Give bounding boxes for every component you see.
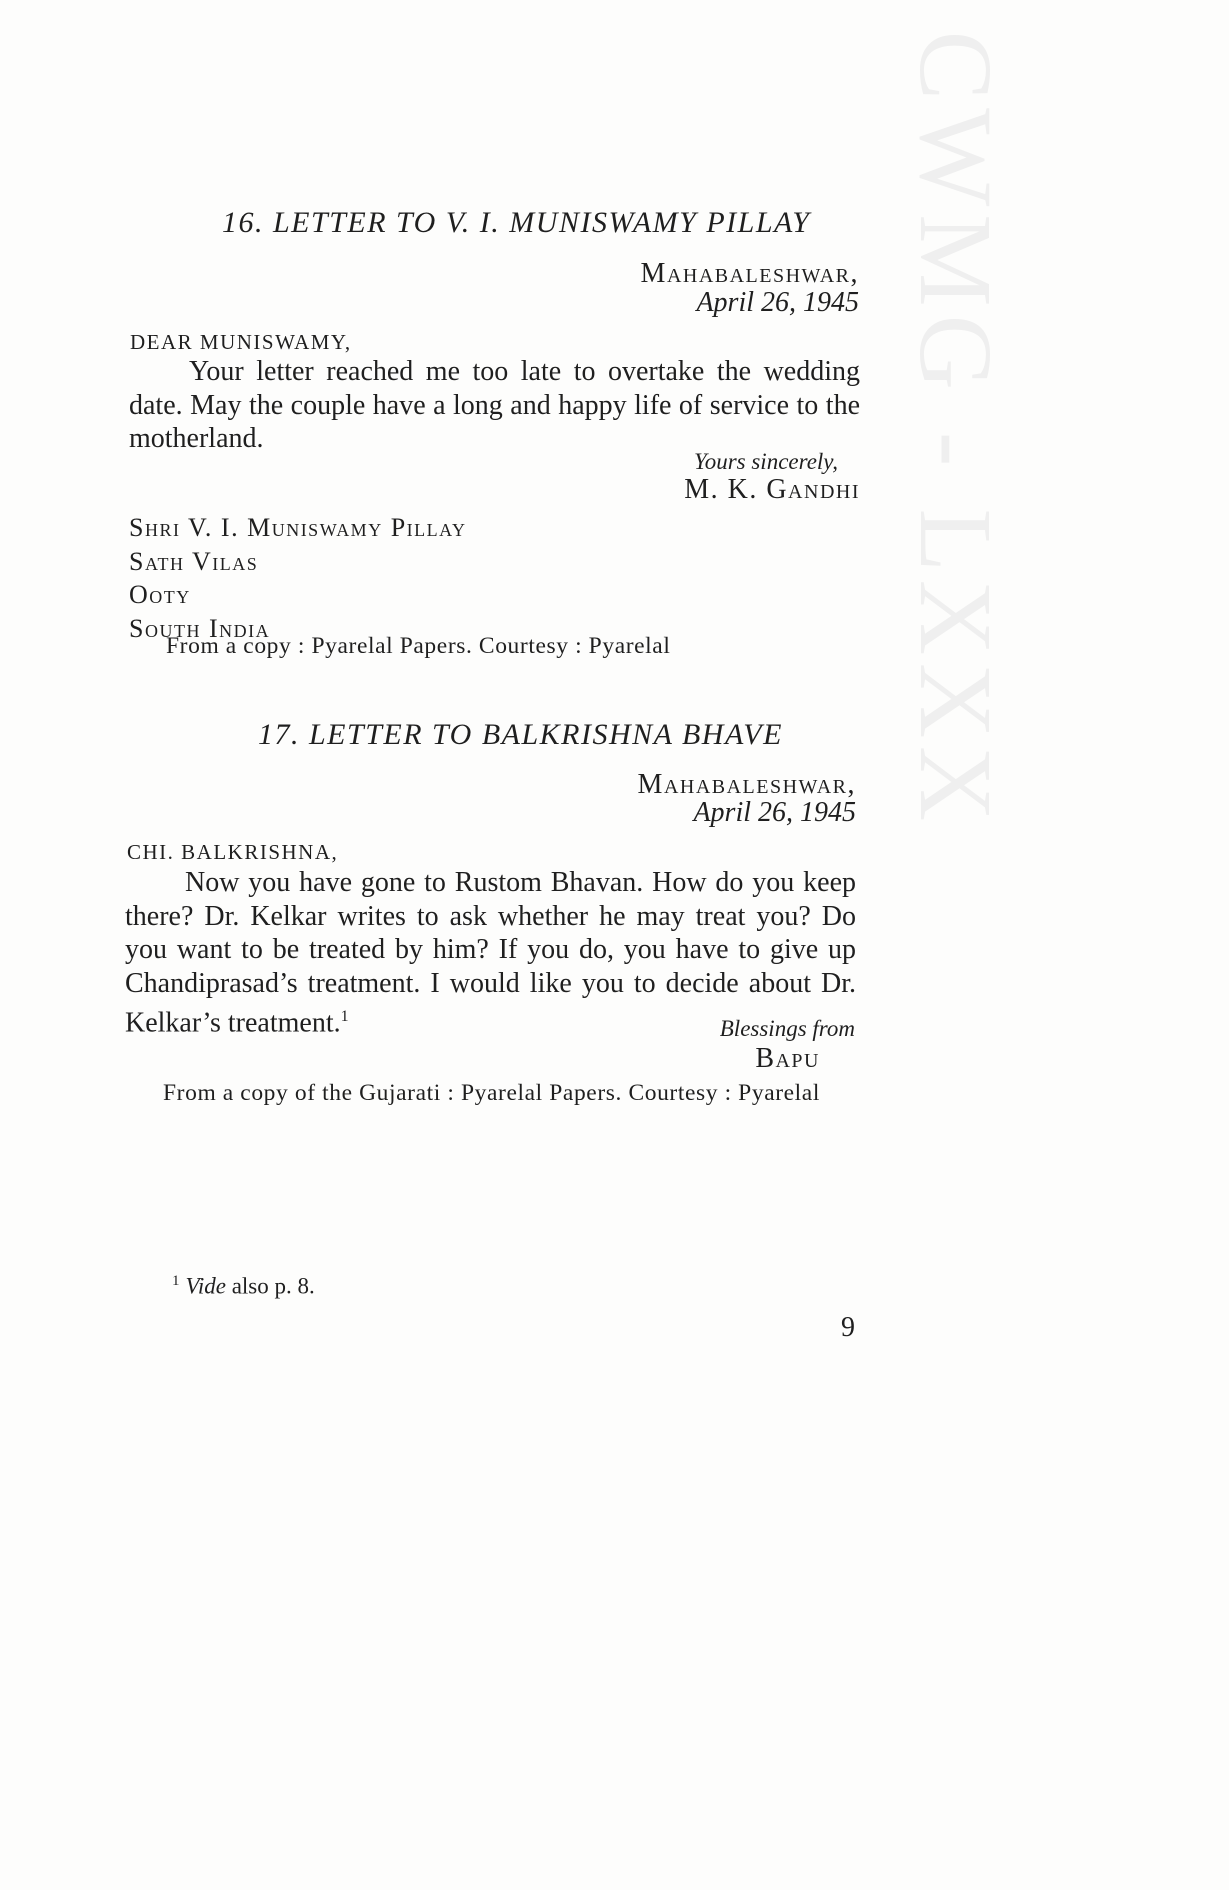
address-line: Sath Vilas <box>129 546 259 576</box>
footnote <box>172 1273 315 1300</box>
letter-16-salutation: DEAR MUNISWAMY, <box>130 330 352 354</box>
watermark: CWMG - LXXX <box>898 30 1013 830</box>
letter-16-date: April 26, 1945 <box>696 287 859 318</box>
letter-17-body-text: Now you have gone to Rustom Bhavan. How do you keep there? Dr. Kelkar writes to ask whether he may treat you? Do you want to be treated by him? If you do, you have to give up Chandiprasad’s treatment. I would like you to decide about Dr. Kelkar’s treatment. <box>125 867 856 1039</box>
letter-16-heading: 16. LETTER TO V. I. MUNISWAMY PILLAY <box>222 206 811 239</box>
letter-17-body <box>125 866 856 1040</box>
letter-16-signature: M. K. Gandhi <box>684 474 860 505</box>
letter-17-closing: Blessings from <box>719 1016 855 1041</box>
letter-16-address <box>129 511 466 645</box>
letter-16-source: From a copy : Pyarelal Papers. Courtesy : Pyarelal <box>166 633 671 659</box>
letter-16-place: Mahabaleshwar, <box>640 258 859 289</box>
letter-17-salutation: CHI. BALKRISHNA, <box>127 840 339 864</box>
letter-17-date: April 26, 1945 <box>693 797 856 828</box>
footnote-reference: 1 <box>340 1008 349 1025</box>
letter-16-body <box>129 355 860 456</box>
footnote-text: also p. 8. <box>225 1273 315 1299</box>
letter-16-closing: Yours sincerely, <box>694 449 838 474</box>
page-number: 9 <box>841 1312 855 1343</box>
letter-17-signature: Bapu <box>755 1043 820 1074</box>
address-line: Shri V. I. Muniswamy Pillay <box>129 513 467 542</box>
footnote-italic: Vide <box>185 1273 226 1299</box>
letter-17-body-paragraph <box>125 866 856 1040</box>
address-line: South India <box>129 613 271 643</box>
letter-17-heading: 17. LETTER TO BALKRISHNA BHAVE <box>258 718 783 751</box>
address-line: Ooty <box>129 580 191 609</box>
letter-16-body-text: Your letter reached me too late to overtake the wedding date. May the couple have a long and happy life of service to the motherland. <box>129 356 860 454</box>
footnote-marker: 1 <box>172 1273 180 1289</box>
letter-17-source: From a copy of the Gujarati : Pyarelal Papers. Courtesy : Pyarelal <box>163 1080 820 1106</box>
letter-17-place: Mahabaleshwar, <box>637 769 856 800</box>
